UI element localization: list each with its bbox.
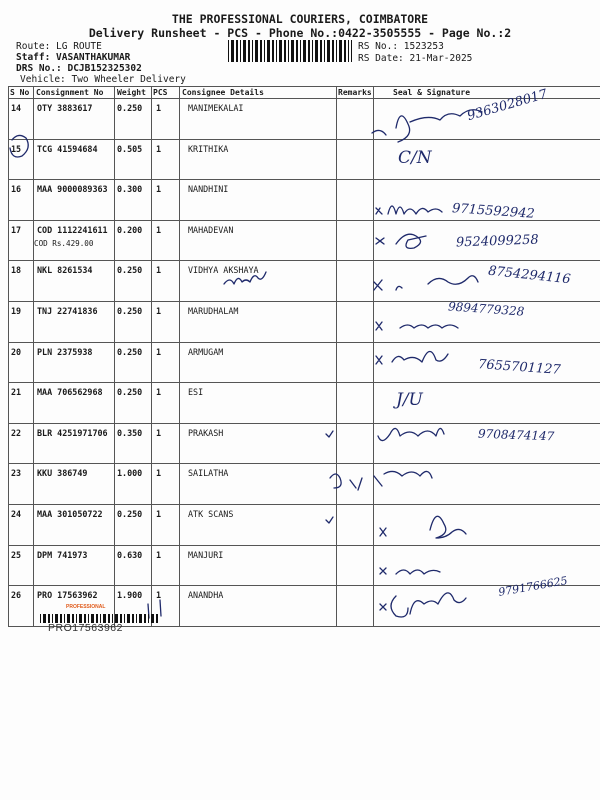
sticker-brand: PROFESSIONAL bbox=[66, 604, 106, 610]
cell-consignment: TCG 41594684 bbox=[37, 143, 98, 154]
staff-label: Staff: VASANTHAKUMAR bbox=[16, 52, 131, 63]
cell-sno: 18 bbox=[11, 265, 22, 276]
cell-consignee: NANDHINI bbox=[188, 184, 229, 195]
cell-consignee: MANIMEKALAI bbox=[188, 103, 244, 113]
col-header-remarks: Remarks bbox=[338, 88, 372, 97]
cell-weight: 0.250 bbox=[117, 509, 143, 519]
cell-pcs: 1 bbox=[156, 509, 162, 519]
col-header-seal-signature: Seal & Signature bbox=[393, 88, 471, 97]
cell-weight: 0.300 bbox=[117, 184, 143, 195]
phone-19: 9894779328 bbox=[447, 299, 525, 319]
cell-consignee: SAILATHA bbox=[188, 468, 229, 479]
cell-sno: 20 bbox=[11, 346, 22, 357]
cell-weight: 0.250 bbox=[117, 265, 143, 276]
rs-date: RS Date: 21-Mar-2025 bbox=[358, 53, 473, 64]
phone-14: 9363028017 bbox=[465, 86, 550, 125]
cell-consignment: MAA 301050722 bbox=[37, 509, 103, 519]
note-21: J/U bbox=[396, 390, 423, 410]
cell-consignment: COD 1112241611 bbox=[37, 224, 108, 235]
cell-sno: 21 bbox=[11, 387, 22, 398]
col-header-consignment: Consignment No bbox=[36, 88, 104, 97]
row-divider bbox=[8, 179, 600, 180]
runsheet-table bbox=[8, 86, 600, 626]
cell-consignee: ANANDHA bbox=[188, 590, 224, 601]
cell-pcs: 1 bbox=[156, 590, 162, 601]
cell-weight: 0.250 bbox=[117, 306, 143, 316]
cell-pcs: 1 bbox=[156, 427, 162, 438]
note-15: C/N bbox=[398, 148, 432, 168]
row-divider bbox=[8, 504, 600, 505]
col-header-sno: S No bbox=[10, 88, 30, 97]
col-header-weight: Weight bbox=[117, 88, 146, 97]
cell-pcs: 1 bbox=[156, 387, 162, 398]
cell-sno: 16 bbox=[11, 184, 22, 195]
runsheet-title: Delivery Runsheet - PCS - Phone No.:0422-3505555 - Page No.:2 bbox=[88, 26, 512, 40]
rs-number: RS No.: 1523253 bbox=[358, 41, 444, 52]
cell-consignment: NKL 8261534 bbox=[37, 265, 93, 276]
cell-pcs: 1 bbox=[156, 143, 162, 154]
cell-consignment: DPM 741973 bbox=[37, 549, 88, 560]
cell-pcs: 1 bbox=[156, 184, 162, 195]
cell-consignment: TNJ 22741836 bbox=[37, 306, 98, 316]
cell-pcs: 1 bbox=[156, 224, 162, 235]
company-title: THE PROFESSIONAL COURIERS, COIMBATORE bbox=[171, 12, 429, 26]
route-label: Route: LG ROUTE bbox=[16, 41, 102, 52]
phone-22: 9708474147 bbox=[477, 426, 555, 444]
cell-consignee: ATK SCANS bbox=[188, 509, 234, 519]
vehicle-label: Vehicle: Two Wheeler Delivery bbox=[20, 74, 186, 85]
cell-consignee: ESI bbox=[188, 387, 204, 398]
cell-weight: 1.000 bbox=[117, 468, 143, 479]
cell-weight: 0.250 bbox=[117, 346, 143, 357]
cell-pcs: 1 bbox=[156, 346, 162, 357]
phone-17: 9524099258 bbox=[455, 232, 539, 251]
cell-consignee: MAHADEVAN bbox=[188, 224, 234, 235]
cell-sno: 23 bbox=[11, 468, 22, 479]
cell-consignee: ARMUGAM bbox=[188, 346, 224, 357]
row-divider bbox=[8, 382, 600, 383]
cell-consignment: BLR 4251971706 bbox=[37, 427, 108, 438]
cell-sno: 26 bbox=[11, 590, 22, 601]
cell-consignment: PLN 2375938 bbox=[37, 346, 93, 357]
cell-cod-note: COD Rs.429.00 bbox=[34, 238, 94, 248]
phone-26: 9791766625 bbox=[497, 574, 569, 599]
row-divider bbox=[8, 423, 600, 424]
phone-20: 7655701127 bbox=[477, 357, 562, 378]
cell-consignee: MARUDHALAM bbox=[188, 306, 239, 316]
cell-weight: 0.250 bbox=[117, 387, 143, 398]
row-divider bbox=[8, 463, 600, 464]
cell-consignment: KKU 386749 bbox=[37, 468, 88, 479]
cell-sno: 22 bbox=[11, 427, 22, 438]
cell-weight: 1.900 bbox=[117, 590, 143, 601]
cell-pcs: 1 bbox=[156, 103, 162, 113]
cell-sno: 14 bbox=[11, 103, 22, 113]
cell-consignee: MANJURI bbox=[188, 549, 224, 560]
cell-sno: 17 bbox=[11, 224, 22, 235]
col-header-pcs: PCS bbox=[153, 88, 168, 97]
cell-sno: 15 bbox=[11, 143, 22, 154]
phone-18: 8754294116 bbox=[487, 263, 572, 288]
row-divider bbox=[8, 342, 600, 343]
cell-consignee: VIDHYA AKSHAYA bbox=[188, 265, 259, 276]
cell-sno: 24 bbox=[11, 509, 22, 519]
cell-weight: 0.505 bbox=[117, 143, 143, 154]
row-divider bbox=[8, 260, 600, 261]
row-divider bbox=[8, 139, 600, 140]
cell-pcs: 1 bbox=[156, 265, 162, 276]
cell-consignment: PRO 17563962 bbox=[37, 590, 98, 601]
cell-pcs: 1 bbox=[156, 549, 162, 560]
cell-weight: 0.630 bbox=[117, 549, 143, 560]
cell-sno: 19 bbox=[11, 306, 22, 316]
cell-pcs: 1 bbox=[156, 306, 162, 316]
sticker-barcode-text: PRO17563962 bbox=[48, 622, 123, 634]
cell-weight: 0.200 bbox=[117, 224, 143, 235]
cell-consignee: PRAKASH bbox=[188, 427, 224, 438]
cell-pcs: 1 bbox=[156, 468, 162, 479]
cell-weight: 0.250 bbox=[117, 103, 143, 113]
phone-16: 9715592942 bbox=[451, 201, 536, 222]
drs-number: DRS No.: DCJB152325302 bbox=[16, 63, 142, 74]
cell-consignment: MAA 9000089363 bbox=[37, 184, 108, 195]
cell-sno: 25 bbox=[11, 549, 22, 560]
row-divider bbox=[8, 301, 600, 302]
row-divider bbox=[8, 545, 600, 546]
header-barcode-icon bbox=[228, 40, 352, 62]
cell-consignee: KRITHIKA bbox=[188, 143, 229, 154]
col-header-consignee: Consignee Details bbox=[182, 88, 264, 97]
cell-weight: 0.350 bbox=[117, 427, 143, 438]
cell-consignment: MAA 706562968 bbox=[37, 387, 103, 398]
cell-consignment: OTY 3883617 bbox=[37, 103, 93, 113]
